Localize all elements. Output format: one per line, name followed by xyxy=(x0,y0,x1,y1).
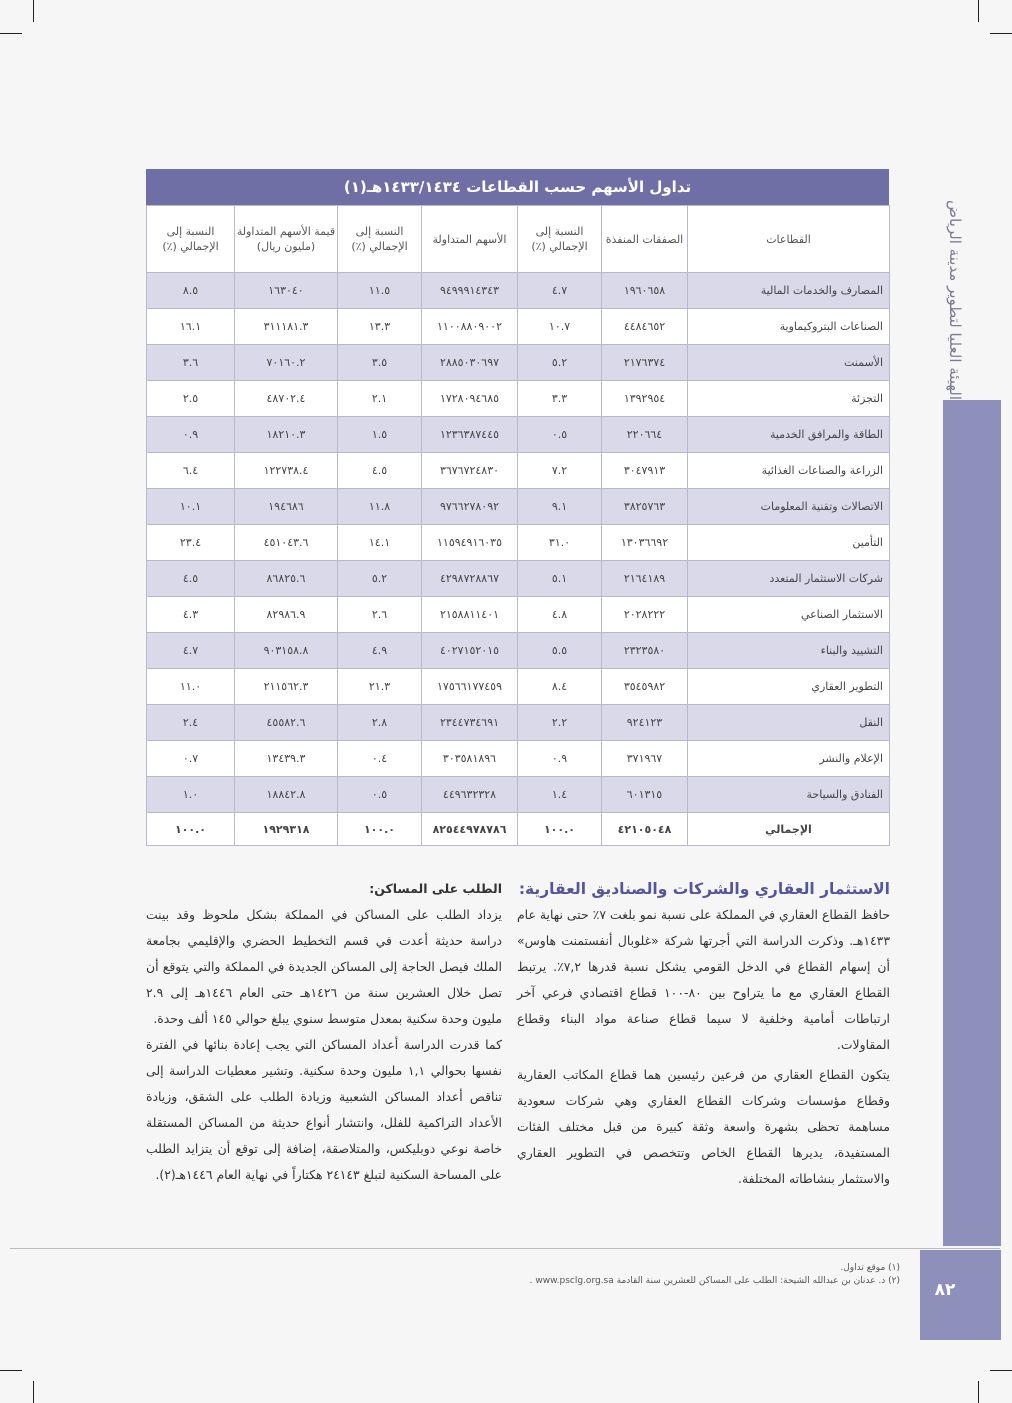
side-band xyxy=(943,400,1001,1246)
table-row xyxy=(147,273,890,309)
cell-shares: ١٧٢٨٠٩٤٦٨٥ xyxy=(422,381,518,417)
cell-value: ١٩٤٦٨٦ xyxy=(235,489,338,525)
cell-sector: التطوير العقاري xyxy=(688,669,890,705)
table-row xyxy=(147,489,890,525)
real-estate-heading: الاستثمار العقاري والشركات والصناديق العقارية: xyxy=(518,880,890,898)
cell-deals: ١٣٩٢٩٥٤ xyxy=(602,381,688,417)
cell-sector: النقل xyxy=(688,705,890,741)
cell-sector: الصناعات البتروكيماوية xyxy=(688,309,890,345)
sector-trading-table xyxy=(146,169,889,846)
table-row xyxy=(147,561,890,597)
data-table xyxy=(146,205,890,846)
table-row xyxy=(147,597,890,633)
table-row xyxy=(147,345,890,381)
cell-value-pct: ٣.٦ xyxy=(147,345,235,381)
cell-deals-pct: ٤.٨ xyxy=(518,597,602,633)
cell-sector: الأسمنت xyxy=(688,345,890,381)
cell-shares: ٤٠٢٧١٥٢٠١٥ xyxy=(422,633,518,669)
cell-deals-pct: ١٠.٧ xyxy=(518,309,602,345)
table-row xyxy=(147,633,890,669)
footnotes xyxy=(490,1262,900,1288)
total-cell-value-pct: ١٠٠.٠ xyxy=(147,813,235,846)
cell-sector: الزراعة والصناعات الغذائية xyxy=(688,453,890,489)
cell-shares-pct: ٠.٤ xyxy=(338,741,422,777)
cell-value-pct: ٢.٥ xyxy=(147,381,235,417)
total-cell-sector: الإجمالي xyxy=(688,813,890,846)
cell-deals: ٩٢٤١٢٣ xyxy=(602,705,688,741)
table-row xyxy=(147,741,890,777)
cell-shares-pct: ٠.٥ xyxy=(338,777,422,813)
cell-deals-pct: ٢.٢ xyxy=(518,705,602,741)
housing-demand-paragraph-2: كما قدرت الدراسة أعداد المساكن التي يجب إعادة بنائها في الفترة نفسها بحوالي ١,١ مليون وحدة سكنية. وتشير معطيات الدراسة إلى تناقص أعداد المساكن الشعبية وزيادة الطلب على الشقق، وزيادة الأعداد التراكمية للفلل، وانتشار أنواع حديثة من المساكن المستقلة خاصة نوعي دوبليكس، والمتلاصقة، إضافة إلى توقع أن يتزايد الطلب على المساحة السكنية لتبلغ ٢٤١٤٣ هكتاراً في نهاية العام ١٤٤٦هـ(٢). xyxy=(146,1037,503,1182)
cell-shares-pct: ٢١.٣ xyxy=(338,669,422,705)
housing-demand-paragraph-1: يزداد الطلب على المساكن في المملكة بشكل ملحوظ وقد بينت دراسة حديثة أعدت في قسم التخطيط الحضري والإقليمي بجامعة الملك فيصل الحاجة إلى المساكن الجديدة في المملكة والتي يتوقع أن تصل خلال العشرين سنة من ١٤٢٦هـ حتى العام ١٤٤٦هـ إلى ٢.٩ مليون وحدة سكنية بمعدل متوسط سنوي يبلغ حوالي ١٤٥ ألف وحدة. xyxy=(146,907,502,1026)
cell-value: ١٣٤٣٩.٣ xyxy=(235,741,338,777)
cell-value-pct: ١١.٠ xyxy=(147,669,235,705)
cell-deals: ٢٢٠٦٦٤ xyxy=(602,417,688,453)
cell-deals-pct: ٤.٧ xyxy=(518,273,602,309)
table-row xyxy=(147,381,890,417)
cell-shares: ٩٧٦٦٢٧٨٠٩٢ xyxy=(422,489,518,525)
table-title: تداول الأسهم حسب القطاعات ١٤٣٣/١٤٣٤هـ(١) xyxy=(146,169,889,205)
cell-shares: ٢١٥٨٨١١٤٠١ xyxy=(422,597,518,633)
cell-deals: ٤٤٨٤٦٥٢ xyxy=(602,309,688,345)
cell-deals-pct: ٧.٢ xyxy=(518,453,602,489)
crop-mark xyxy=(0,1370,22,1371)
total-cell-shares-pct: ١٠٠.٠ xyxy=(338,813,422,846)
cell-deals: ٢٠٢٨٢٢٢ xyxy=(602,597,688,633)
crop-mark xyxy=(990,33,1012,34)
total-cell-value: ١٩٢٩٣١٨ xyxy=(235,813,338,846)
cell-value-pct: ٤.٥ xyxy=(147,561,235,597)
header-shares: الأسهم المتداولة xyxy=(422,206,518,273)
cell-sector: الطاقة والمرافق الخدمية xyxy=(688,417,890,453)
left-column xyxy=(146,876,502,1188)
cell-value-pct: ٠.٩ xyxy=(147,417,235,453)
cell-shares: ٤٤٩٦٣٢٣٢٨ xyxy=(422,777,518,813)
cell-value: ٤٥٥٨٢.٦ xyxy=(235,705,338,741)
table-row xyxy=(147,453,890,489)
cell-deals-pct: ٠.٥ xyxy=(518,417,602,453)
cell-deals: ٣٧١٩٦٧ xyxy=(602,741,688,777)
page-number: ٨٢ xyxy=(934,1280,956,1300)
crop-mark xyxy=(978,1381,979,1403)
cell-value: ٣١١١٨١.٣ xyxy=(235,309,338,345)
cell-value: ٨٢٩٨٦.٩ xyxy=(235,597,338,633)
header-deals-pct: النسبة إلى الإجمالي (٪) xyxy=(518,206,602,273)
housing-demand-heading: الطلب على المساكن: xyxy=(369,881,502,896)
cell-shares: ١١٥٩٤٩١٦٠٣٥ xyxy=(422,525,518,561)
cell-shares: ٤٢٩٨٧٢٨٨٦٧ xyxy=(422,561,518,597)
footnote-divider xyxy=(10,1248,1000,1249)
cell-shares-pct: ٤.٩ xyxy=(338,633,422,669)
cell-value: ٢١١٥٦٢.٣ xyxy=(235,669,338,705)
side-title: الهيئة العليا لتطوير مدينة الرياض xyxy=(946,199,964,400)
cell-deals-pct: ٠.٩ xyxy=(518,741,602,777)
cell-deals: ٣٥٤٥٩٨٢ xyxy=(602,669,688,705)
cell-deals: ٢١٦٤١٨٩ xyxy=(602,561,688,597)
cell-sector: التأمين xyxy=(688,525,890,561)
footnote-1: (١) موقع تداول. xyxy=(840,1263,900,1273)
cell-value-pct: ٨.٥ xyxy=(147,273,235,309)
cell-shares-pct: ٢.٦ xyxy=(338,597,422,633)
crop-mark xyxy=(990,1370,1012,1371)
cell-deals-pct: ٣.٣ xyxy=(518,381,602,417)
cell-value: ١٨٢١٠.٣ xyxy=(235,417,338,453)
cell-shares: ٩٤٩٩٩١٤٣٤٣ xyxy=(422,273,518,309)
table-row xyxy=(147,417,890,453)
cell-value: ١٦٣٠٤٠ xyxy=(235,273,338,309)
header-deals: الصفقات المنفذة xyxy=(602,206,688,273)
cell-value-pct: ٢.٤ xyxy=(147,705,235,741)
cell-sector: التجزئة xyxy=(688,381,890,417)
header-sector: القطاعات xyxy=(688,206,890,273)
table-row xyxy=(147,669,890,705)
cell-shares-pct: ١٣.٣ xyxy=(338,309,422,345)
header-value: قيمة الأسهم المتداولة (مليون ريال) xyxy=(235,206,338,273)
cell-shares: ١٧٥٦٦١٧٧٤٥٩ xyxy=(422,669,518,705)
table-row xyxy=(147,309,890,345)
cell-deals: ٢٣٢٣٥٨٠ xyxy=(602,633,688,669)
cell-sector: الفنادق والسياحة xyxy=(688,777,890,813)
footnote-2: (٢) د. عدنان بن عبدالله الشيحة: الطلب على المساكن للعشرين سنة القادمة www.psclg.org.sa . xyxy=(529,1276,900,1286)
cell-value: ٩٠٣١٥٨.٨ xyxy=(235,633,338,669)
cell-deals-pct: ٥.٢ xyxy=(518,345,602,381)
cell-shares-pct: ٢.١ xyxy=(338,381,422,417)
cell-shares-pct: ١.٥ xyxy=(338,417,422,453)
header-row xyxy=(147,206,890,273)
cell-sector: الاتصالات وتقنية المعلومات xyxy=(688,489,890,525)
cell-deals-pct: ٣١.٠ xyxy=(518,525,602,561)
cell-sector: الإعلام والنشر xyxy=(688,741,890,777)
cell-value-pct: ١.٠ xyxy=(147,777,235,813)
cell-sector: التشييد والبناء xyxy=(688,633,890,669)
cell-value: ١٨٨٤٢.٨ xyxy=(235,777,338,813)
cell-deals-pct: ٥.٥ xyxy=(518,633,602,669)
header-shares-pct: النسبة إلى الإجمالي (٪) xyxy=(338,206,422,273)
cell-value-pct: ١٦.١ xyxy=(147,309,235,345)
cell-value-pct: ٢٣.٤ xyxy=(147,525,235,561)
cell-deals: ٣٠٤٧٩١٣ xyxy=(602,453,688,489)
header-value-pct: النسبة إلى الإجمالي (٪) xyxy=(147,206,235,273)
cell-deals-pct: ٥.١ xyxy=(518,561,602,597)
cell-deals-pct: ٨.٤ xyxy=(518,669,602,705)
table-row xyxy=(147,777,890,813)
cell-sector: الاستثمار الصناعي xyxy=(688,597,890,633)
cell-deals: ١٩٦٠٦٥٨ xyxy=(602,273,688,309)
total-cell-deals-pct: ١٠٠.٠ xyxy=(518,813,602,846)
real-estate-paragraph-2: يتكون القطاع العقاري من فرعين رئيسين هما قطاع المكاتب العقارية وقطاع مؤسسات وشركات القطاع العقاري وهي شركات سعودية مساهمة تحظى بشهرة واسعة وثقة كبيرة من قبل مختلف الفئات المستفيدة، يديرها القطاع الخاص وتتخصص في التطوير العقاري والاستثمار بنشاطاته المختلفة. xyxy=(517,1067,890,1186)
cell-value-pct: ١٠.١ xyxy=(147,489,235,525)
cell-sector: المصارف والخدمات المالية xyxy=(688,273,890,309)
cell-shares: ٢٣٤٤٧٣٤٦٩١ xyxy=(422,705,518,741)
cell-value: ٨٦٨٢٥.٦ xyxy=(235,561,338,597)
cell-shares-pct: ٤.٥ xyxy=(338,453,422,489)
cell-value-pct: ٤.٧ xyxy=(147,633,235,669)
cell-shares: ٣٠٣٥٨١٨٩٦ xyxy=(422,741,518,777)
crop-mark xyxy=(33,0,34,22)
real-estate-paragraph-1: حافظ القطاع العقاري في المملكة على نسبة نمو بلغت ٧٪ حتى نهاية عام ١٤٣٣هـ. وذكرت الدراسة التي أجرتها شركة «غلوبال أنفستمنت هاوس» أن إسهام القطاع في الدخل القومي يشكل نسبة قدرها ٧,٢٪. يرتبط القطاع العقاري مع ما يتراوح بين ٨٠-١٠٠ قطاع اقتصادي فرعي آخر ارتباطات أمامية وخلفية لا سيما قطاع صناعة مواد البناء وقطاع المقاولات. xyxy=(517,907,890,1052)
crop-mark xyxy=(978,0,979,22)
cell-value-pct: ٦.٤ xyxy=(147,453,235,489)
cell-shares-pct: ١١.٨ xyxy=(338,489,422,525)
cell-deals: ١٣٠٣٦٦٩٢ xyxy=(602,525,688,561)
cell-value: ١٢٢٧٣٨.٤ xyxy=(235,453,338,489)
right-column xyxy=(517,876,890,1192)
cell-shares-pct: ١١.٥ xyxy=(338,273,422,309)
cell-shares-pct: ١٤.١ xyxy=(338,525,422,561)
table-row xyxy=(147,705,890,741)
cell-shares: ٢٨٨٥٠٣٠٦٩٧ xyxy=(422,345,518,381)
total-cell-shares: ٨٢٥٤٤٩٧٨٧٨٦ xyxy=(422,813,518,846)
cell-value: ٤٥١٠٤٣.٦ xyxy=(235,525,338,561)
cell-shares: ١٢٣٦٣٨٧٤٤٥ xyxy=(422,417,518,453)
cell-shares-pct: ٣.٥ xyxy=(338,345,422,381)
cell-value: ٤٨٧٠٢.٤ xyxy=(235,381,338,417)
cell-shares: ١١٠٠٨٨٠٩٠٠٢ xyxy=(422,309,518,345)
cell-value-pct: ٤.٣ xyxy=(147,597,235,633)
cell-value-pct: ٠.٧ xyxy=(147,741,235,777)
cell-value: ٧٠١٦٠.٢ xyxy=(235,345,338,381)
cell-shares-pct: ٥.٢ xyxy=(338,561,422,597)
total-row xyxy=(147,813,890,846)
cell-shares: ٣٦٧٦٧٢٤٨٣٠ xyxy=(422,453,518,489)
table-row xyxy=(147,525,890,561)
cell-shares-pct: ٢.٨ xyxy=(338,705,422,741)
cell-deals: ٣٨٢٥٧٦٣ xyxy=(602,489,688,525)
cell-deals: ٢١٧٦٣٧٤ xyxy=(602,345,688,381)
total-cell-deals: ٤٢١٠٥٠٤٨ xyxy=(602,813,688,846)
cell-deals-pct: ٩.١ xyxy=(518,489,602,525)
crop-mark xyxy=(33,1381,34,1403)
crop-mark xyxy=(0,33,22,34)
cell-deals: ٦٠١٣١٥ xyxy=(602,777,688,813)
cell-deals-pct: ١.٤ xyxy=(518,777,602,813)
cell-sector: شركات الاستثمار المتعدد xyxy=(688,561,890,597)
